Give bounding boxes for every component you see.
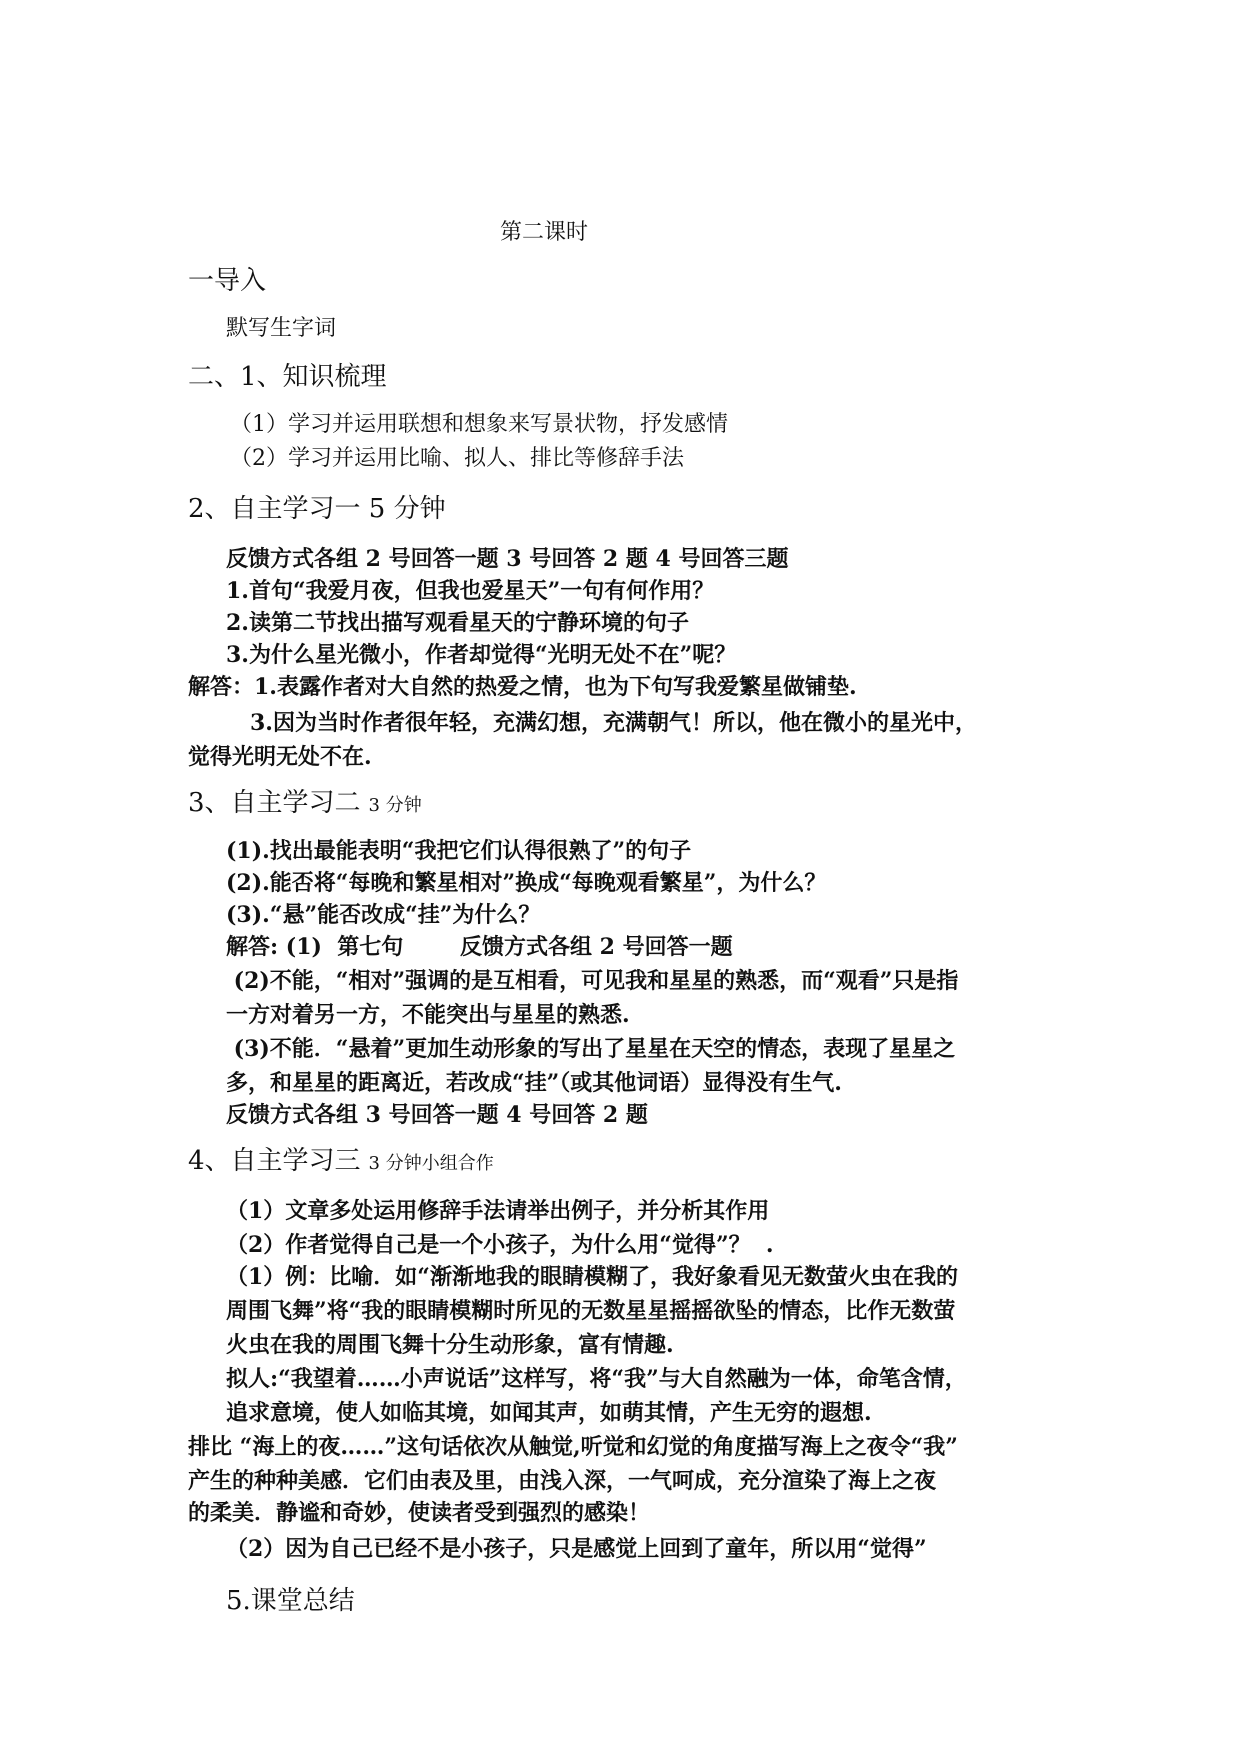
page-title: 第二课时 [500,220,589,245]
study1-question: 2.读第二节找出描写观看星天的宁静环境的句子 [226,610,689,636]
section-summary-heading: 5.课堂总结 [226,1586,355,1616]
study2-question: (2).能否将“每晚和繁星相对”换成“每晚观看繁星”，为什么？ [226,870,827,896]
study2-answer-feedback: 反馈方式各组 2 号回答一题 [460,934,733,960]
study1-question: 3.为什么星光微小，作者却觉得“光明无处不在”呢？ [226,642,737,668]
study1-feedback: 反馈方式各组 2 号回答一题 3 号回答 2 题 4 号回答三题 [226,546,789,572]
study1-answer: 3.因为当时作者很年轻，充满幻想，充满朝气！所以，他在微小的星光中， [250,710,977,736]
section-knowledge-heading: 二、1、知识梳理 [188,362,387,392]
study3-line: （1）文章多处运用修辞手法请举出例子，并分析其作用 [226,1198,770,1224]
study2-question: (3).“悬”能否改成“挂”为什么？ [226,902,541,928]
study3-line: 拟人:“我望着……小声说话”这样写，将“我”与大自然融为一体，命笔含情， [226,1366,967,1392]
study3-line: （1）例：比喻．如“渐渐地我的眼睛模糊了，我好象看见无数萤火虫在我的 [226,1264,958,1290]
section-study2-heading: 3、自主学习二 3 分钟 [188,788,422,818]
section-study3-heading: 4、自主学习三 3 分钟小组合作 [188,1146,494,1176]
study2-feedback: 反馈方式各组 3 号回答一题 4 号回答 2 题 [226,1102,648,1128]
section-study1-heading: 2、自主学习一 5 分钟 [188,494,446,524]
study2-answer-label: 解答: (1) 第七句 [226,934,404,960]
study2-answer: 多，和星星的距离近，若改成“挂”（或其他词语）显得没有生气. [226,1070,842,1096]
knowledge-item: （1）学习并运用联想和想象来写景状物，抒发感情 [230,412,728,437]
study2-question: (1).找出最能表明“我把它们认得很熟了”的句子 [226,838,692,864]
knowledge-item: （2）学习并运用比喻、拟人、排比等修辞手法 [230,446,684,471]
study3-line: （2）因为自己已经不是小孩子，只是感觉上回到了童年，所以用“觉得” [226,1536,927,1562]
study1-question: 1.首句“我爱月夜，但我也爱星天”一句有何作用？ [226,578,715,604]
study3-line: 的柔美．静谧和奇妙，使读者受到强烈的感染！ [188,1500,651,1526]
study3-line: 追求意境，使人如临其境，如闻其声，如萌其情，产生无穷的遐想. [226,1400,872,1426]
section-intro-text: 默写生字词 [226,316,337,341]
study1-answer: 觉得光明无处不在. [188,744,372,770]
study3-line: （2）作者觉得自己是一个小孩子，为什么用“觉得”？ . [226,1232,774,1258]
study2-answer: (2)不能，“相对”强调的是互相看，可见我和星星的熟悉，而“观看”只是指 [226,968,959,994]
section-intro-heading: 一导入 [188,266,267,296]
study3-line: 排比 “海上的夜……”这句话依次从触觉,听觉和幻觉的角度描写海上之夜令“我” [188,1434,958,1460]
study1-answer: 解答：1.表露作者对大自然的热爱之情，也为下句写我爱繁星做铺垫. [188,674,857,700]
study2-answer: 一方对着另一方，不能突出与星星的熟悉. [226,1002,630,1028]
study3-line: 产生的种种美感．它们由表及里，由浅入深，一气呵成，充分渲染了海上之夜 [188,1468,937,1494]
study3-line: 火虫在我的周围飞舞十分生动形象，富有情趣. [226,1332,674,1358]
study2-answer: (3)不能．“悬着”更加生动形象的写出了星星在天空的情态，表现了星星之 [226,1036,956,1062]
study3-line: 周围飞舞”将“我的眼睛模糊时所见的无数星星摇摇欲坠的情态，比作无数萤 [226,1298,956,1324]
